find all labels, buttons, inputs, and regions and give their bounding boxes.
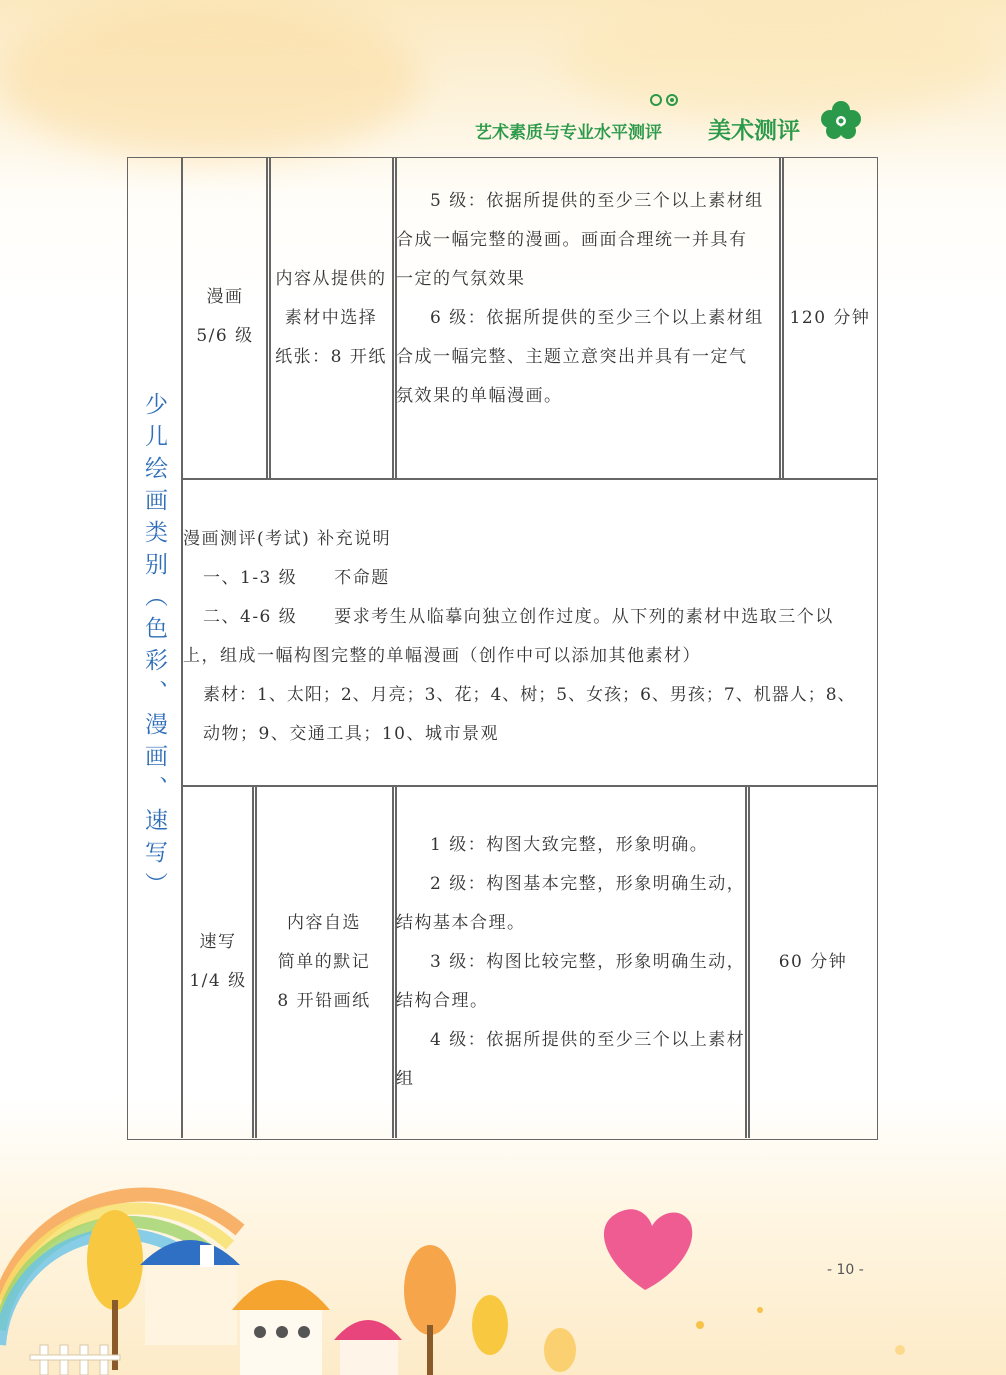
comic-standard-line: 5 级：依据所提供的至少三个以上素材组 [430, 191, 764, 211]
page-header [470, 92, 870, 144]
note-title: 漫画测评(考试) 补充说明 [183, 529, 392, 549]
header-subtitle: 艺术素质与专业水平测评 [475, 123, 662, 143]
note-line: 一、1-3 级 不命题 [203, 568, 390, 588]
sketch-standards-cell [396, 826, 746, 1099]
sketch-name: 速写 [199, 932, 237, 952]
flower-logo-icon [820, 100, 862, 140]
sketch-content-line: 内容自选 [287, 913, 361, 933]
comic-time: 120 分钟 [789, 308, 871, 328]
note-line: 二、4-6 级 要求考生从临摹向独立创作过度。从下列的素材中选取三个以 [203, 607, 834, 627]
tree-icon [87, 1210, 143, 1310]
sketch-content-line: 简单的默记 [277, 952, 371, 972]
sketch-name-cell [183, 923, 253, 1001]
category-label-text: 少儿绘画类别（色彩、漫画、速写） [141, 392, 167, 904]
sketch-standard-line: 4 级：依据所提供的至少三个以上素材 [430, 1030, 746, 1050]
sketch-standard-line: 组 [396, 1069, 415, 1089]
comic-name: 漫画 [206, 287, 244, 307]
target-icon [666, 94, 678, 106]
comic-standard-line: 一定的气氛效果 [396, 269, 526, 289]
header-title: 美术测评 [708, 118, 800, 144]
comic-level: 5/6 级 [196, 326, 254, 346]
ring-icon [650, 94, 662, 106]
assessment-table [127, 157, 878, 1140]
tree-icon [544, 1328, 576, 1372]
comic-standards-cell [396, 182, 780, 416]
house-icon [334, 1320, 402, 1340]
page-number: - 10 - [827, 1262, 864, 1278]
header-circles [650, 94, 678, 106]
comic-content-line: 素材中选择 [284, 308, 378, 328]
comic-content-cell [269, 260, 393, 377]
comic-content-line: 纸张：8 开纸 [275, 347, 387, 367]
sketch-level: 1/4 级 [189, 971, 247, 991]
sketch-content-line: 8 开铅画纸 [277, 991, 371, 1011]
comic-content-line: 内容从提供的 [275, 269, 387, 289]
comic-standard-line: 合成一幅完整、主题立意突出并具有一定气 [396, 347, 748, 367]
note-line: 素材：1、太阳；2、月亮；3、花；4、树；5、女孩；6、男孩；7、机器人；8、 [203, 685, 856, 705]
house-icon [232, 1280, 330, 1310]
heart-icon [604, 1209, 692, 1290]
note-line: 动物；9、交通工具；10、城市景观 [203, 724, 499, 744]
sketch-content-cell [255, 904, 393, 1021]
note-line: 上，组成一幅构图完整的单幅漫画（创作中可以添加其他素材） [183, 646, 701, 666]
background-glow [0, 0, 420, 160]
comic-standard-line: 合成一幅完整的漫画。画面合理统一并具有 [396, 230, 748, 250]
sketch-standard-line: 结构合理。 [396, 991, 489, 1011]
sketch-standard-line: 1 级：构图大致完整，形象明确。 [430, 835, 709, 855]
sketch-standard-line: 2 级：构图基本完整，形象明确生动， [430, 874, 746, 894]
sketch-standard-line: 3 级：构图比较完整，形象明确生动， [430, 952, 746, 972]
comic-name-cell [183, 278, 267, 356]
sketch-time: 60 分钟 [778, 952, 848, 972]
tree-icon [404, 1245, 456, 1335]
tree-icon [472, 1295, 508, 1355]
sketch-standard-line: 结构基本合理。 [396, 913, 526, 933]
category-label [128, 158, 181, 1138]
comic-standard-line: 氛效果的单幅漫画。 [396, 386, 563, 406]
comic-standard-line: 6 级：依据所提供的至少三个以上素材组 [430, 308, 764, 328]
